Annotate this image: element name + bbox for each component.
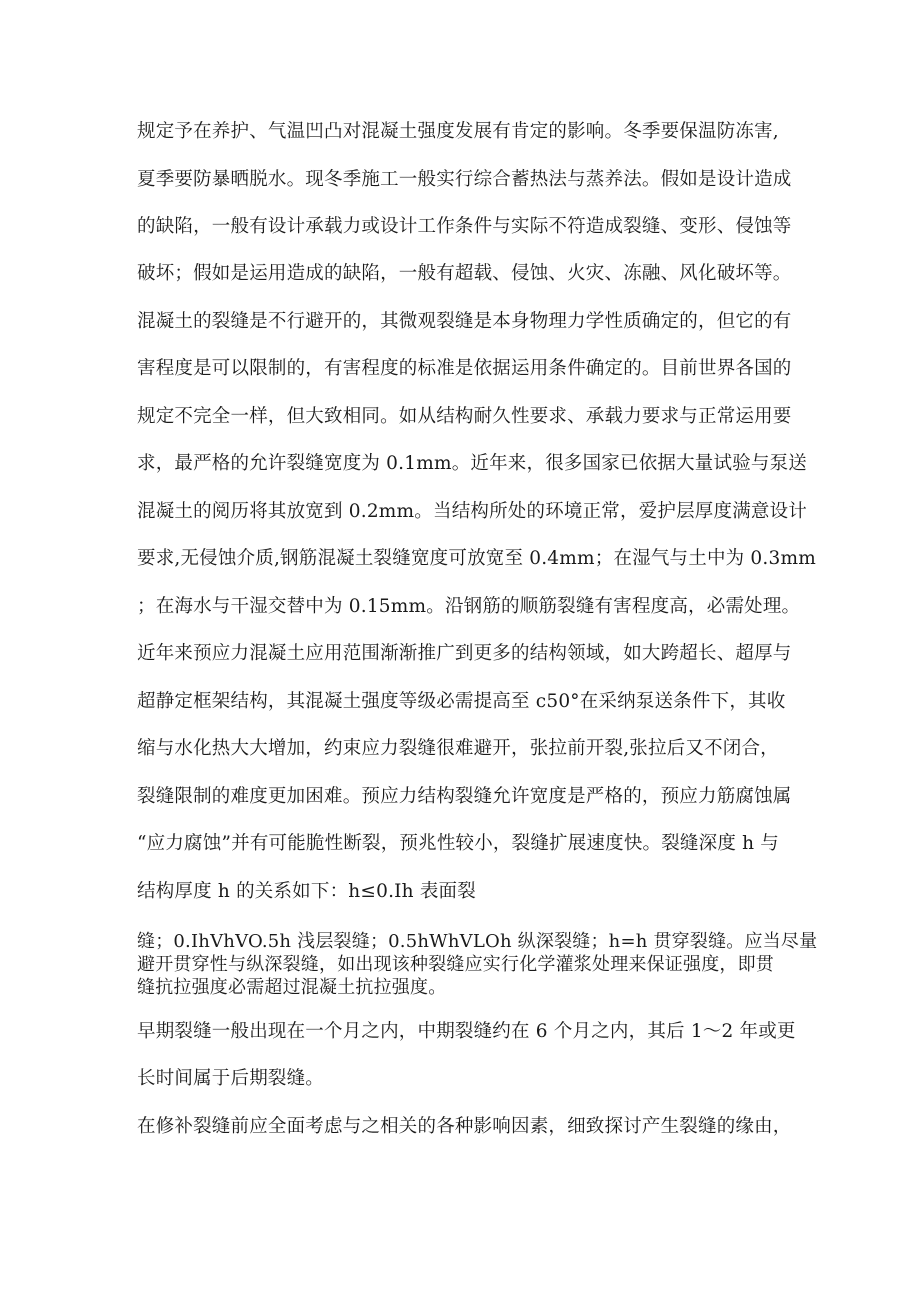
text-line: 害程度是可以限制的，有害程度的标准是依据运用条件确定的。目前世界各国的 <box>137 358 792 379</box>
text-line: 早期裂缝一般出现在一个月之内，中期裂缝约在 6 个月之内，其后 1～2 年或更 <box>137 1021 796 1042</box>
text-line: 规定不完全一样，但大致相同。如从结构耐久性要求、承载力要求与正常运用要 <box>137 406 792 427</box>
text-line: 破坏；假如是运用造成的缺陷，一般有超载、侵蚀、火灾、冻融、风化破坏等。 <box>137 263 792 284</box>
text-line: 缝；0.IhVhVO.5h 浅层裂缝；0.5hWhVLOh 纵深裂缝；h=h 贯穿裂缝。应当尽量 <box>137 931 818 952</box>
text-line: 的缺陷，一般有设计承载力或设计工作条件与实际不符造成裂缝、变形、侵蚀等 <box>137 216 792 237</box>
text-line: 缝抗拉强度必需超过混凝土抗拉强度。 <box>137 977 447 998</box>
text-line: 缩与水化热大大增加，约束应力裂缝很难避开，张拉前开裂,张拉后又不闭合， <box>137 738 779 759</box>
text-line: 混凝土的阅历将其放宽到 0.2mm。当结构所处的环境正常，爱护层厚度满意设计 <box>137 501 807 522</box>
text-line: 裂缝限制的难度更加困难。预应力结构裂缝允许宽度是严格的，预应力筋腐蚀属 <box>137 786 792 807</box>
text-line: 求，最严格的允许裂缝宽度为 0.1mm。近年来，很多国家已依据大量试验与泵送 <box>137 453 807 474</box>
text-line: 近年来预应力混凝土应用范围渐渐推广到更多的结构领域，如大跨超长、超厚与 <box>137 643 792 664</box>
text-line: 避开贯穿性与纵深裂缝，如出现该种裂缝应实行化学灌浆处理来保证强度，即贯 <box>137 954 774 975</box>
text-line: 混凝土的裂缝是不行避开的，其微观裂缝是本身物理力学性质确定的，但它的有 <box>137 311 792 332</box>
text-line: 夏季要防暴晒脱水。现冬季施工一般实行综合蓄热法与蒸养法。假如是设计造成 <box>137 169 792 190</box>
text-line: 结构厚度 h 的关系如下：h≤0.Ih 表面裂 <box>137 881 476 902</box>
text-line: “应力腐蚀”并有可能脆性断裂，预兆性较小，裂缝扩展速度快。裂缝深度 h 与 <box>137 833 779 854</box>
text-line: 在修补裂缝前应全面考虑与之相关的各种影响因素，细致探讨产生裂缝的缘由， <box>137 1116 792 1137</box>
text-line: ；在海水与干湿交替中为 0.15mm。沿钢筋的顺筋裂缝有害程度高，必需处理。 <box>137 596 801 617</box>
text-line: 要求,无侵蚀介质,钢筋混凝土裂缝宽度可放宽至 0.4mm；在湿气与土中为 0.3mm <box>137 548 816 569</box>
text-line: 超静定框架结构，其混凝土强度等级必需提高至 c50°在采纳泵送条件下，其收 <box>137 691 786 712</box>
text-line: 长时间属于后期裂缝。 <box>137 1068 325 1089</box>
text-line: 规定予在养护、气温凹凸对混凝土强度发展有肯定的影响。冬季要保温防冻害, <box>137 121 779 142</box>
